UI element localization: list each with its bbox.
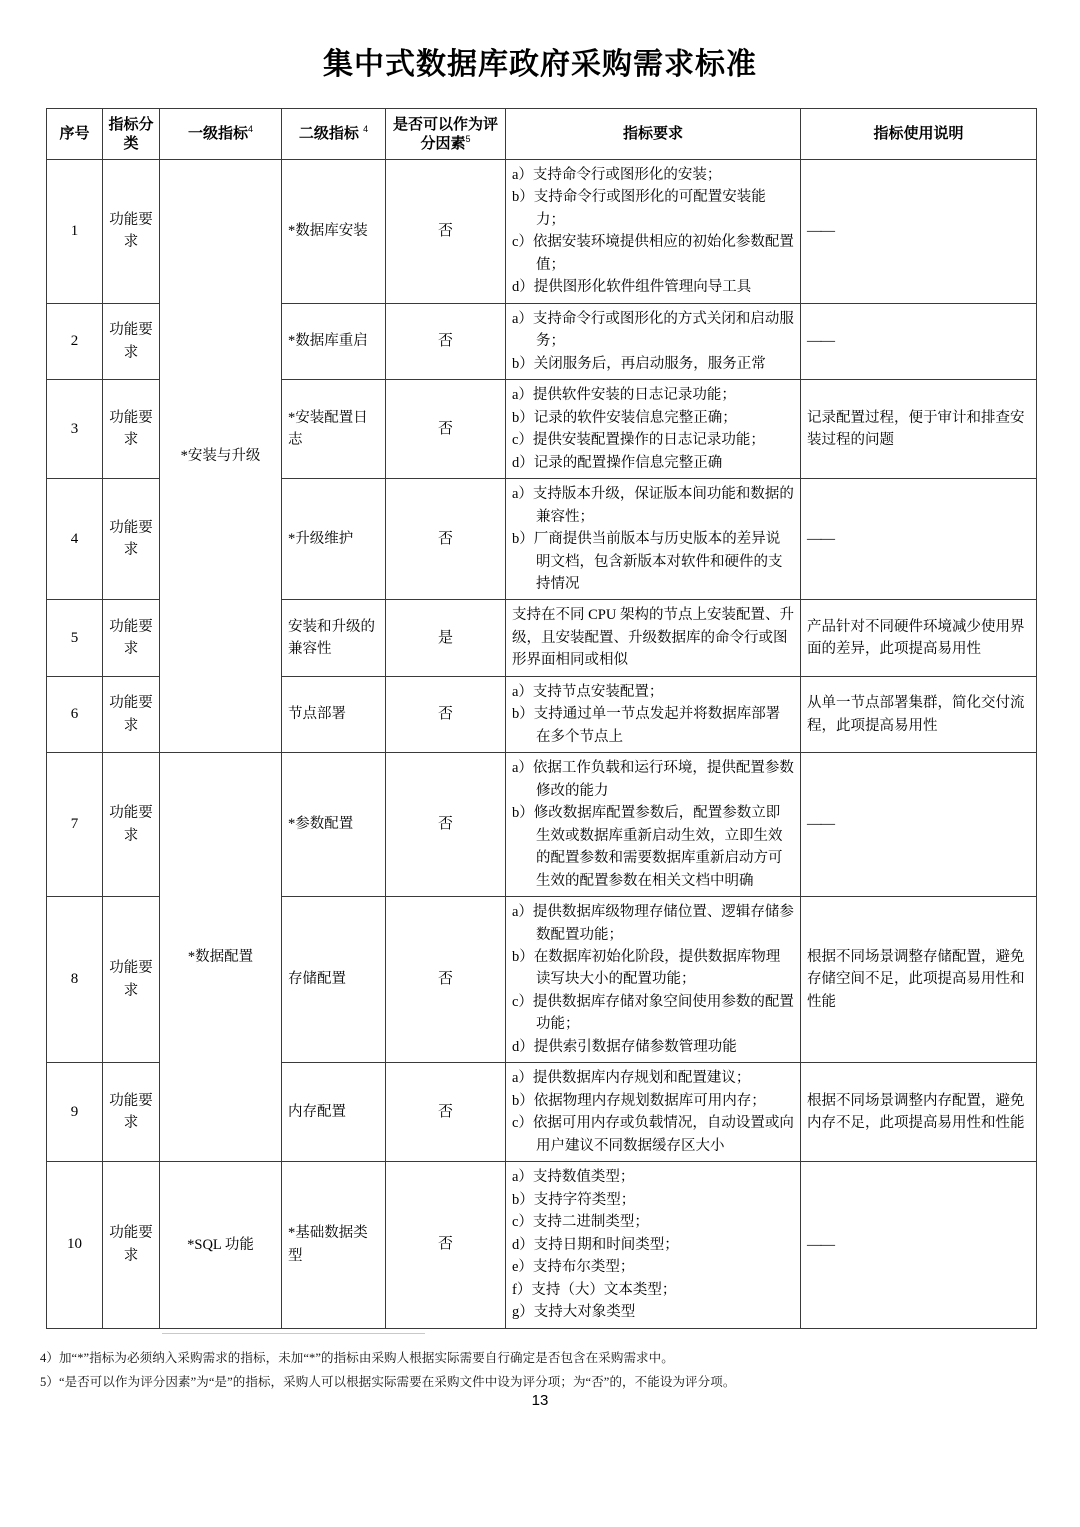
footnotes-section bbox=[40, 1333, 1040, 1395]
row-number: 9 bbox=[47, 1063, 103, 1162]
row-scoring: 否 bbox=[386, 1162, 506, 1328]
row-category-text: 功能要求 bbox=[109, 960, 153, 999]
requirements-table bbox=[46, 108, 1037, 1329]
row-usage-note: 产品针对不同硬件环境减少使用界面的差异，此项提高易用性 bbox=[801, 600, 1037, 676]
row-level2: *升级维护 bbox=[282, 479, 386, 600]
requirement-item: a）提供数据库级物理存储位置、逻辑存储参数配置功能； bbox=[512, 904, 794, 943]
column-header-no: 序号 bbox=[47, 109, 103, 160]
row-number: 1 bbox=[47, 160, 103, 304]
row-requirement bbox=[506, 380, 801, 479]
requirement-list bbox=[512, 901, 794, 1058]
page-title: 集中式数据库政府采购需求标准 bbox=[323, 48, 757, 81]
requirement-item: b）依据物理内存规划数据库可用内存； bbox=[512, 1092, 766, 1109]
footnote-marker-5: 5 bbox=[465, 134, 471, 144]
row-category bbox=[103, 380, 160, 479]
row-category bbox=[103, 897, 160, 1063]
row-usage-note-text: —— bbox=[807, 531, 834, 548]
row-number: 7 bbox=[47, 753, 103, 897]
row-usage-note: 记录配置过程，便于审计和排查安装过程的问题 bbox=[801, 380, 1037, 479]
requirement-item: c）提供数据库存储对象空间使用参数的配置功能； bbox=[512, 993, 794, 1033]
row-category bbox=[103, 1162, 160, 1328]
row-requirement bbox=[506, 676, 801, 752]
requirement-item: c）提供安装配置操作的日志记录功能； bbox=[512, 432, 765, 449]
requirement-item: c）依据可用内存或负载情况，自动设置或向用户建议不同数据缓存区大小 bbox=[512, 1115, 794, 1154]
row-scoring: 否 bbox=[386, 1063, 506, 1162]
row-scoring: 否 bbox=[386, 380, 506, 479]
row-category bbox=[103, 303, 160, 379]
row-category bbox=[103, 600, 160, 676]
column-header-level1-label: 一级指标 bbox=[187, 125, 248, 143]
row-level2: 节点部署 bbox=[282, 676, 386, 752]
requirement-list bbox=[512, 384, 794, 474]
table-row bbox=[47, 1162, 1037, 1328]
row-usage-note-text: —— bbox=[807, 223, 834, 240]
row-usage-note: 从单一节点部署集群，简化交付流程，此项提高易用性 bbox=[801, 676, 1037, 752]
row-requirement bbox=[506, 600, 801, 676]
footnote-marker-4a: 4 bbox=[248, 124, 254, 135]
column-header-scoring bbox=[386, 109, 506, 160]
row-usage-note bbox=[801, 479, 1037, 600]
row-category-text: 功能要求 bbox=[109, 322, 153, 361]
row-number: 5 bbox=[47, 600, 103, 676]
row-scoring: 否 bbox=[386, 753, 506, 897]
row-usage-note-text: —— bbox=[807, 333, 834, 350]
row-category-text: 功能要求 bbox=[109, 695, 153, 734]
row-usage-note bbox=[801, 303, 1037, 379]
table-row bbox=[47, 160, 1037, 304]
footnote-marker-4b: 4 bbox=[363, 124, 369, 135]
requirement-item: a）支持命令行或图形化的安装； bbox=[512, 167, 722, 183]
row-category bbox=[103, 160, 160, 304]
row-usage-note: 根据不同场景调整内存配置，避免内存不足，此项提高易用性和性能 bbox=[801, 1063, 1037, 1162]
row-usage-note bbox=[801, 160, 1037, 304]
row-level2: *安装配置日志 bbox=[282, 380, 386, 479]
requirement-item: a）依据工作负载和运行环境，提供配置参数修改的能力 bbox=[512, 760, 794, 799]
requirement-item: b）支持命令行或图形化的可配置安装能力； bbox=[512, 189, 766, 228]
row-requirement bbox=[506, 160, 801, 304]
row-scoring: 否 bbox=[386, 897, 506, 1063]
row-category-text: 功能要求 bbox=[109, 211, 153, 251]
column-header-level2-label: 二级指标 bbox=[298, 125, 359, 143]
table-body bbox=[47, 160, 1037, 1329]
group-label-install-upgrade: *安装与升级 bbox=[160, 160, 282, 753]
requirement-item: f）支持（大）文本类型； bbox=[512, 1281, 677, 1298]
row-level2: 安装和升级的兼容性 bbox=[282, 600, 386, 676]
requirement-item: a）支持节点安装配置； bbox=[512, 683, 664, 700]
row-usage-note bbox=[801, 1162, 1037, 1328]
row-category-text: 功能要求 bbox=[109, 1225, 153, 1264]
page-number: 13 bbox=[531, 1392, 549, 1409]
requirement-item: a）支持版本升级，保证版本间功能和数据的兼容性； bbox=[512, 486, 794, 525]
requirement-item: b）修改数据库配置参数后，配置参数立即生效或数据库重新启动生效，立即生效的配置参数和需要数据库重新启动方可生效的配置参数在相关文档中明确 bbox=[512, 805, 783, 889]
requirement-item: g）支持大对象类型 bbox=[512, 1304, 636, 1321]
row-requirement bbox=[506, 1063, 801, 1162]
row-number: 3 bbox=[47, 380, 103, 479]
row-scoring: 是 bbox=[386, 600, 506, 676]
row-scoring: 否 bbox=[386, 160, 506, 304]
column-header-scoring-label: 是否可以作为评分因素 bbox=[392, 115, 498, 152]
row-category-text: 功能要求 bbox=[109, 805, 153, 844]
column-header-usage-note: 指标使用说明 bbox=[801, 109, 1037, 160]
requirement-list bbox=[512, 164, 794, 299]
row-category bbox=[103, 1063, 160, 1162]
requirement-item: d）支持日期和时间类型； bbox=[512, 1236, 679, 1253]
requirement-item: a）提供软件安装的日志记录功能； bbox=[512, 387, 736, 404]
row-number: 4 bbox=[47, 479, 103, 600]
group-label-data-config: *数据配置 bbox=[160, 753, 282, 1162]
column-header-level2 bbox=[282, 109, 386, 160]
row-scoring: 否 bbox=[386, 479, 506, 600]
row-number: 6 bbox=[47, 676, 103, 752]
row-level2: 存储配置 bbox=[282, 897, 386, 1063]
column-header-category bbox=[103, 109, 160, 160]
requirements-table-container bbox=[46, 108, 1036, 1329]
column-header-requirement: 指标要求 bbox=[506, 109, 801, 160]
row-number: 10 bbox=[47, 1162, 103, 1328]
requirement-item: b）关闭服务后，再启动服务，服务正常 bbox=[512, 355, 766, 372]
row-requirement bbox=[506, 753, 801, 897]
requirement-item: d）记录的配置操作信息完整正确 bbox=[512, 454, 723, 471]
row-usage-note-text: —— bbox=[807, 816, 834, 833]
row-category-text: 功能要求 bbox=[109, 409, 153, 449]
row-requirement bbox=[506, 479, 801, 600]
row-requirement bbox=[506, 897, 801, 1063]
requirement-item: e）支持布尔类型； bbox=[512, 1259, 635, 1276]
row-usage-note-text: —— bbox=[807, 1236, 834, 1253]
requirement-item: b）厂商提供当前版本与历史版本的差异说明文档，包含新版本对软件和硬件的支持情况 bbox=[512, 531, 783, 592]
requirement-item: b）支持通过单一节点发起并将数据库部署在多个节点上 bbox=[512, 706, 781, 745]
row-level2: *数据库重启 bbox=[282, 303, 386, 379]
row-category bbox=[103, 479, 160, 600]
row-category-text: 功能要求 bbox=[109, 519, 153, 559]
row-category-text: 功能要求 bbox=[109, 1092, 153, 1132]
table-row bbox=[47, 753, 1037, 897]
row-level2: *参数配置 bbox=[282, 753, 386, 897]
requirement-item: d）提供索引数据存储参数管理功能 bbox=[512, 1038, 737, 1055]
column-header-category-label: 指标分类 bbox=[108, 115, 154, 152]
requirement-text: 支持在不同 CPU 架构的节点上安装配置、升级，且安装配置、升级数据库的命令行或图形界面相同或相似 bbox=[512, 607, 794, 669]
requirement-item: c）依据安装环境提供相应的初始化参数配置值； bbox=[512, 234, 794, 273]
requirement-list bbox=[512, 681, 794, 748]
row-usage-note bbox=[801, 753, 1037, 897]
column-header-level1 bbox=[160, 109, 282, 160]
row-level2: *基础数据类型 bbox=[282, 1162, 386, 1328]
row-requirement bbox=[506, 1162, 801, 1328]
group-label-sql-function: *SQL 功能 bbox=[160, 1162, 282, 1328]
requirement-item: d）提供图形化软件组件管理向导工具 bbox=[512, 279, 752, 296]
row-level2: 内存配置 bbox=[282, 1063, 386, 1162]
requirement-item: b）记录的软件安装信息完整正确； bbox=[512, 409, 737, 426]
requirement-item: a）提供数据库内存规划和配置建议； bbox=[512, 1070, 751, 1087]
table-header-row bbox=[47, 109, 1037, 160]
requirement-list bbox=[512, 483, 794, 595]
requirement-item: b）在数据库初始化阶段，提供数据库物理读写块大小的配置功能； bbox=[512, 949, 781, 988]
requirement-item: a）支持命令行或图形化的方式关闭和启动服务； bbox=[512, 310, 794, 350]
row-scoring: 否 bbox=[386, 303, 506, 379]
row-requirement bbox=[506, 303, 801, 379]
row-number: 2 bbox=[47, 303, 103, 379]
row-scoring: 否 bbox=[386, 676, 506, 752]
requirement-list bbox=[512, 1067, 794, 1157]
footnote-5: 5）“是否可以作为评分因素”为“是”的指标，采购人可以根据实际需要在采购文件中设为评分项；为“否”的，不能设为评分项。 bbox=[40, 1375, 736, 1390]
row-category-text: 功能要求 bbox=[109, 618, 153, 658]
requirement-item: c）支持二进制类型； bbox=[512, 1214, 649, 1231]
row-level2: *数据库安装 bbox=[282, 160, 386, 304]
table-header bbox=[47, 109, 1037, 160]
requirement-list bbox=[512, 308, 794, 375]
row-category bbox=[103, 676, 160, 752]
requirement-item: b）支持字符类型； bbox=[512, 1191, 636, 1208]
requirement-list bbox=[512, 1166, 794, 1323]
row-category bbox=[103, 753, 160, 897]
footnote-4: 4）加“*”指标为必须纳入采购需求的指标，未加“*”的指标由采购人根据实际需要自行确定是否包含在采购需求中。 bbox=[40, 1351, 674, 1365]
row-number: 8 bbox=[47, 897, 103, 1063]
requirement-list bbox=[512, 757, 794, 892]
row-usage-note: 根据不同场景调整存储配置，避免存储空间不足，此项提高易用性和性能 bbox=[801, 897, 1037, 1063]
requirement-item: a）支持数值类型； bbox=[512, 1169, 635, 1186]
